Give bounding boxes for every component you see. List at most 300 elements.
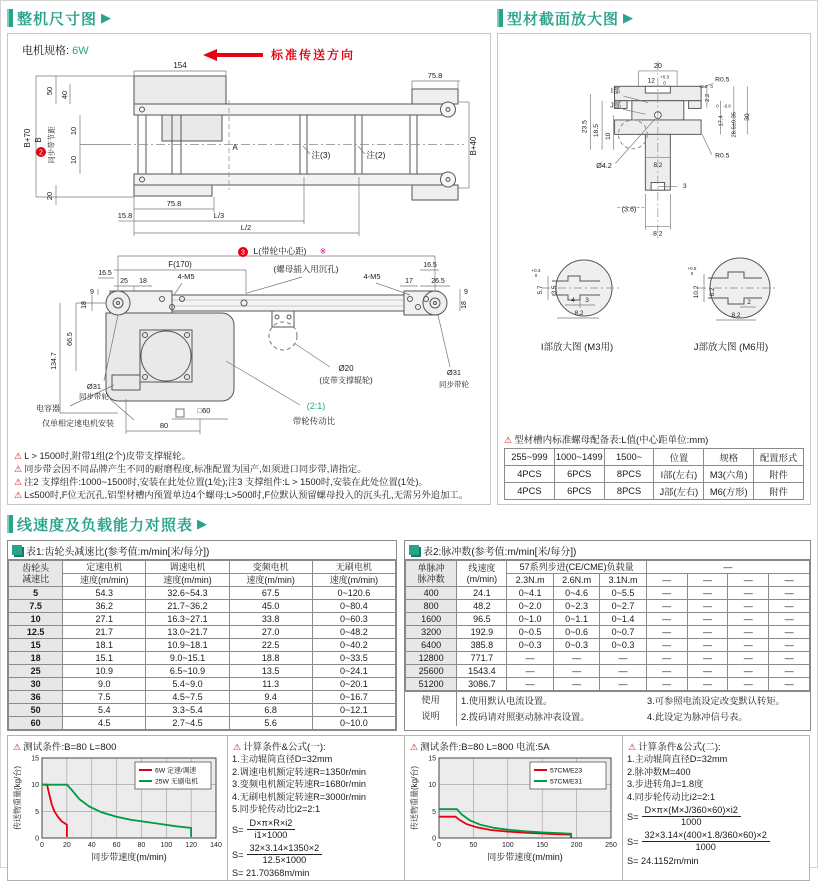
top-view-structure [134, 76, 458, 200]
table-row [406, 678, 810, 691]
col-header: 1500~ [604, 449, 654, 466]
dim-l_label: L(带轮中心距) [253, 246, 307, 256]
dim-d3: 3 [585, 297, 589, 304]
dim-d265: 26.5 [431, 278, 445, 285]
dim-t174b: -0.6 [723, 103, 731, 109]
table-cell: — [769, 587, 810, 600]
usage-label-line2: 说明 [421, 711, 440, 721]
table-cell: — [646, 639, 687, 652]
table-cell: 6400 [406, 639, 457, 652]
table-cell: 0~60.3 [312, 613, 395, 626]
warning-icon: ⚠ [233, 742, 242, 752]
formula2-panel [622, 735, 810, 881]
table-icon [12, 545, 22, 555]
dimension-notes [14, 450, 484, 502]
table-cell: 1543.4 [457, 665, 507, 678]
x-tick-label: 250 [605, 842, 617, 849]
dim-d18l: 18 [81, 301, 88, 309]
dim-A: A [232, 143, 238, 152]
table-row [9, 704, 396, 717]
table-cell: — [600, 652, 646, 665]
table-row [406, 639, 810, 652]
col-header: 255~999 [505, 449, 555, 466]
table-cell: 5.6 [229, 717, 312, 730]
table-cell: 3200 [406, 626, 457, 639]
legend-label: 57CM/E23 [550, 767, 583, 775]
table-cell: — [728, 600, 769, 613]
dim-ratio: (2:1) [306, 401, 326, 411]
table-row [9, 600, 396, 613]
col-header-pulse [406, 561, 457, 587]
table-cell: — [600, 678, 646, 691]
table-cell: 8PCS [604, 466, 654, 483]
header-bar [7, 9, 13, 27]
table-cell: 21.7 [63, 626, 146, 639]
table-cell: 9.0 [63, 678, 146, 691]
side-view-structure [106, 291, 447, 417]
header-bar [497, 9, 503, 27]
dim-d82: 8.2 [574, 310, 584, 317]
warning-icon: ⚠ [14, 464, 23, 474]
table-cell: 54.3 [63, 587, 146, 600]
table1-header-row1 [9, 561, 396, 574]
chart1-title-text: 测试条件:B=80 L=800 [23, 742, 117, 753]
table-cell: — [728, 665, 769, 678]
dim-bB: B [34, 137, 43, 143]
numerator: D×π×R×i2 [247, 818, 296, 830]
top-row [7, 6, 811, 505]
table-cell: — [687, 626, 728, 639]
table-cell: 12.5 [9, 626, 63, 639]
formula2-equation-numeric [627, 830, 805, 853]
left-arrow-icon [203, 49, 217, 61]
dim-d62: 6.2 [709, 287, 716, 297]
table-cell: 12800 [406, 652, 457, 665]
table-row [9, 639, 396, 652]
usage-notes-row [405, 691, 810, 726]
table-cell: — [728, 639, 769, 652]
dim-nut_hole: (螺母插入用沉孔) [273, 264, 339, 274]
table-cell: — [646, 600, 687, 613]
formula1-conditions [232, 753, 400, 816]
col-header: 位置 [654, 449, 704, 466]
col-header: 规格 [704, 449, 754, 466]
chart2-panel [404, 735, 623, 881]
dim-d17: 17 [405, 278, 413, 285]
sub-header: 2.6N.m [553, 574, 599, 587]
table-cell: 96.5 [457, 613, 507, 626]
table-cell: 10 [9, 613, 63, 626]
table-cell: 22.5 [229, 639, 312, 652]
table-cell: 21.7~36.2 [146, 600, 229, 613]
section3-title: 线速度及负载能力对照表 [17, 516, 194, 534]
table-cell: 67.5 [229, 587, 312, 600]
pulse-table [405, 560, 810, 691]
sub-header: 速度(m/min) [229, 574, 312, 587]
dim-d9r: 9 [464, 289, 468, 296]
table1-caption-text: 表1:齿轮头减速比(参考值:m/min[米/每分]) [26, 546, 210, 558]
table-cell: — [600, 665, 646, 678]
table-cell: 6PCS [554, 483, 604, 500]
table-cell: 0~16.7 [312, 691, 395, 704]
denominator: 1000 [680, 817, 702, 828]
dim-L2: L/2 [240, 223, 252, 232]
dim-bp40: B+40 [469, 136, 478, 156]
text-line: 3.可参照电流设定改变默认转矩。 [647, 696, 785, 706]
formula2-title-text: 计算条件&公式(二): [638, 742, 721, 753]
table-cell: 0~1.0 [507, 613, 553, 626]
table-cell: 0~0.7 [600, 626, 646, 639]
text-line: ⚠ 同步带会因不同品牌产生不同的耐磨程度,标准配置为国产,如须进口同步带,请指定。 [14, 464, 367, 474]
dim-F: F(170) [168, 260, 192, 269]
dim-r05t: R0.5 [715, 76, 730, 84]
eq-lhs: S= [627, 811, 639, 822]
table-row [406, 626, 810, 639]
x-tick-label: 100 [501, 842, 514, 849]
y-tick-label: 5 [35, 808, 39, 816]
dim-cap: 电容器 [36, 404, 60, 413]
formula2-result: S= 24.1152m/min [627, 855, 699, 866]
table-cell: 0~0.3 [507, 639, 553, 652]
table-cell: J部(左右) [654, 483, 704, 500]
table-row [9, 652, 396, 665]
table2-caption-text: 表2:脉冲数(参考值:m/min[米/每分]) [423, 546, 577, 558]
detail-j [656, 250, 806, 353]
warning-icon: ⚠ [410, 742, 419, 752]
table-cell: 3086.7 [457, 678, 507, 691]
table-cell: — [769, 600, 810, 613]
table-cell: 0~2.0 [507, 600, 553, 613]
warning-icon: ⚠ [14, 490, 23, 500]
x-axis-label: 同步带速度(m/min) [487, 852, 563, 862]
col-header: 1000~1499 [554, 449, 604, 466]
dim-d3: 3 [682, 183, 687, 191]
table-cell: — [553, 678, 599, 691]
table-cell: 6.5~10.9 [146, 665, 229, 678]
dim-sq60: □60 [197, 406, 211, 415]
col-header-speed [457, 561, 507, 587]
table-cell: M3(六角) [704, 466, 754, 483]
table-cell: — [728, 652, 769, 665]
y-tick-label: 10 [31, 782, 39, 790]
dim-t174a: 0 [716, 103, 719, 109]
table-cell: 5.4 [63, 704, 146, 717]
profile-cross-section-drawing [504, 38, 804, 250]
pulse-header-line1: 单脉冲 [417, 562, 445, 573]
table-cell: 3.3~5.4 [146, 704, 229, 717]
x-tick-label: 0 [40, 842, 44, 849]
dim-d165l: 16.5 [98, 270, 112, 277]
table-cell: 45.0 [229, 600, 312, 613]
table-cell: I部(左右) [654, 466, 704, 483]
fraction [247, 818, 296, 841]
dim-d4: 4 [571, 297, 575, 304]
dim-t57b: 0 [534, 273, 538, 278]
col-header: 调速电机 [146, 561, 229, 574]
dim-d80: 80 [159, 421, 169, 430]
numerator: D×π×(M×J/360×60)×i2 [642, 805, 741, 817]
table-cell: 0~1.4 [600, 613, 646, 626]
table-row [9, 678, 396, 691]
x-tick-label: 100 [160, 842, 173, 849]
table-cell: — [769, 678, 810, 691]
table-cell: 0~5.5 [600, 587, 646, 600]
numerator: 32×3.14×(400×1.8/360×60)×2 [642, 830, 770, 842]
dim-m5l: 4-M5 [177, 272, 195, 281]
dim-d40: 40 [60, 90, 69, 100]
formula1-result: S= 21.70368m/min [232, 868, 310, 879]
table-cell: 18 [9, 652, 63, 665]
table-cell: — [646, 613, 687, 626]
y-axis-label: 传送物重量(kg/台) [410, 766, 419, 830]
eq-lhs: S= [627, 836, 639, 847]
table-cell: — [728, 626, 769, 639]
table-row [406, 665, 810, 678]
formula2-title [628, 739, 805, 753]
text-line: ⚠ L≤500时,F位无沉孔,铝型材槽内预置单边4个螺母;L>500时,F位默认预留螺母投入的沉头孔,无需另外追加工。 [14, 490, 468, 500]
table-cell: 0~120.6 [312, 587, 395, 600]
text-line: 4.此设定为脉冲信号表。 [647, 712, 748, 722]
formula1-panel [227, 735, 405, 881]
arrow-right-icon: ▶ [197, 516, 208, 531]
table-icon [409, 545, 419, 555]
x-tick-label: 200 [570, 842, 583, 849]
l-badge [238, 247, 248, 257]
dim-d10a: 10 [69, 126, 78, 136]
table-cell: 5.4~9.0 [146, 678, 229, 691]
table-cell: — [646, 665, 687, 678]
table-cell: 27.1 [63, 613, 146, 626]
table-cell: 0~0.6 [553, 626, 599, 639]
table-cell: 0~4.1 [507, 587, 553, 600]
text-line: 4.同步轮传动比i2=2:1 [627, 791, 716, 802]
formula1-title-text: 计算条件&公式(一): [243, 742, 326, 753]
table-row [9, 691, 396, 704]
section-profile-cross-section [497, 6, 811, 505]
table-cell: 0~40.2 [312, 639, 395, 652]
table-cell: — [553, 652, 599, 665]
dim-d10: 10 [604, 132, 612, 141]
sub-header: — [769, 574, 810, 587]
table1-box [7, 540, 397, 731]
table-cell: 附件 [754, 466, 804, 483]
conveyor-top-view-drawing [14, 58, 484, 238]
detail-j-drawing [656, 250, 806, 336]
table-cell: 0~24.1 [312, 665, 395, 678]
text-line: 3.步进转角J=1.8度 [627, 779, 704, 790]
table-cell: M6(方形) [704, 483, 754, 500]
table-cell: — [687, 639, 728, 652]
speed-header-line1: 线速度 [468, 562, 496, 573]
col-header: 配置形式 [754, 449, 804, 466]
table-cell: — [507, 665, 553, 678]
table-cell: 27.0 [229, 626, 312, 639]
table-cell: 771.7 [457, 652, 507, 665]
dim-d30: 30 [744, 113, 752, 121]
x-tick-label: 0 [437, 842, 441, 849]
left-arrow-line [217, 53, 263, 57]
sub-header: — [646, 574, 687, 587]
table-cell: 32.6~54.3 [146, 587, 229, 600]
chart2-title [410, 739, 618, 753]
arrow-right-icon: ▶ [101, 10, 112, 25]
table-cell: 48.2 [457, 600, 507, 613]
dim-ratio_label: 带轮传动比 [292, 416, 336, 426]
top-view-dimension-lines [36, 71, 469, 236]
dim-d758_tr: 75.8 [427, 71, 443, 80]
table-row [9, 665, 396, 678]
detail-i-caption: I部放大图 (M3用) [540, 342, 614, 353]
text-line: 1.使用默认电流设置。 [461, 696, 553, 706]
col-header: 定速电机 [63, 561, 146, 574]
table-cell: 9.4 [229, 691, 312, 704]
dim-d158: 15.8 [117, 211, 133, 220]
table-cell: — [728, 587, 769, 600]
warning-icon: ⚠ [14, 477, 23, 487]
dim-d185: 18.5 [593, 123, 601, 138]
detail-i-drawing [502, 250, 652, 336]
conveyor-side-view-drawing [14, 243, 484, 443]
dim-L3: L/3 [213, 211, 225, 220]
denominator: 1000 [695, 842, 716, 853]
detail-j-caption: J部放大图 (M6用) [693, 342, 769, 353]
dim-d285: 28.5±0.35 [731, 111, 738, 138]
text-line: 1.主动辊筒直径D=32mm [232, 754, 333, 764]
table-cell: 18.1 [63, 639, 146, 652]
table-cell: — [769, 639, 810, 652]
y-axis-label: 传送物重量(kg/台) [13, 766, 22, 830]
dim-t102b: 0 [690, 271, 694, 276]
dim-t12b: 0 [663, 80, 666, 86]
x-tick-label: 50 [469, 842, 478, 849]
x-tick-label: 150 [536, 842, 549, 849]
dim-d10b: 10 [69, 155, 78, 165]
dim-pitch: 同步带节距 [47, 126, 56, 164]
dim-note3: 注(3) [311, 150, 331, 160]
dim-d35: 3.5 [551, 285, 558, 295]
table-row [406, 600, 810, 613]
dim-jbu: J部 [610, 100, 621, 110]
dim-m5r: 4-M5 [363, 272, 381, 281]
table-cell: 6.8 [229, 704, 312, 717]
table-cell: — [687, 678, 728, 691]
dim-d36: (3.6) [621, 204, 637, 214]
table1-caption [8, 541, 396, 560]
dim-d235: 23.5 [581, 120, 589, 134]
section2-header [497, 6, 811, 30]
text-line: ⚠ 注2 支撑组件:1000~1500时,安装在此处位置(1处);注3 支撑组件:L > 1500时,安装在此处位置(1处)。 [14, 477, 428, 487]
speed-load-tables [7, 540, 811, 731]
table-cell: 5 [9, 587, 63, 600]
table-cell: — [646, 587, 687, 600]
x-tick-label: 80 [137, 842, 146, 849]
dim-t22b: 0 [710, 84, 713, 90]
table-cell: 10.9~18.1 [146, 639, 229, 652]
table1-header-row2 [9, 574, 396, 587]
sub-header: — [687, 574, 728, 587]
table-cell: — [687, 613, 728, 626]
dim-d18r: 18 [461, 301, 468, 309]
l-badge-number: 3 [241, 249, 245, 257]
sub-header: 速度(m/min) [63, 574, 146, 587]
table-cell: 4.5~7.5 [146, 691, 229, 704]
col-group-stepper: 57系列步进(CE/CME)负载量 [507, 561, 646, 574]
dim-d25: 25 [120, 278, 128, 285]
table-cell: — [687, 600, 728, 613]
dim-o42: Ø4.2 [596, 161, 612, 171]
y-tick-label: 5 [432, 808, 436, 816]
table-cell: — [646, 678, 687, 691]
dim-support: (皮带支撑辊轮) [319, 376, 373, 385]
usage-notes-right [643, 692, 789, 726]
dim-d57: 5.7 [537, 285, 544, 295]
table-cell: — [769, 613, 810, 626]
sub-header: 速度(m/min) [146, 574, 229, 587]
y-tick-label: 15 [428, 755, 436, 763]
usage-label [405, 692, 457, 726]
fraction [642, 805, 741, 828]
col-header-ratio [9, 561, 63, 587]
table-cell: 0~48.2 [312, 626, 395, 639]
table-row [9, 626, 396, 639]
table-cell: — [687, 587, 728, 600]
table-cell: — [769, 626, 810, 639]
text-line: 2.拨码请对照驱动脉冲表设置。 [461, 712, 590, 722]
dim-note2: 注(2) [366, 150, 386, 160]
table-cell: 0~20.1 [312, 678, 395, 691]
overall-dimension-panel [7, 33, 491, 505]
text-line: 2.调速电机额定转速R=1350r/min [232, 766, 367, 777]
dim-t57a: +0.3 [531, 268, 541, 273]
text-line: 2.脉冲数M=400 [627, 766, 691, 777]
formula2-equation-symbolic [627, 805, 805, 828]
table-cell: — [507, 678, 553, 691]
table-cell: 50 [9, 704, 63, 717]
formula1-equation-numeric [232, 843, 400, 866]
ratio-header-line2: 减速比 [22, 573, 50, 584]
speed-header-line2: (m/min) [466, 573, 498, 584]
y-tick-label: 15 [31, 755, 39, 763]
chart1-title [13, 739, 223, 753]
table-cell: — [769, 665, 810, 678]
detail-i [502, 250, 652, 353]
col-header: 变频电机 [229, 561, 312, 574]
table-cell: 0~80.4 [312, 600, 395, 613]
text-line: 5.同步轮传动比i2=2:1 [232, 804, 321, 815]
y-tick-label: 0 [35, 835, 39, 843]
table-cell: 0~12.1 [312, 704, 395, 717]
table-cell: 13.0~21.7 [146, 626, 229, 639]
table-cell: 0~2.7 [600, 600, 646, 613]
dim-star: ※ [319, 247, 327, 256]
section1-title: 整机尺寸图 [17, 10, 98, 28]
table-cell: — [646, 652, 687, 665]
table-cell: 9.0~15.1 [146, 652, 229, 665]
dim-d665: 66.5 [67, 332, 74, 346]
sub-header: 3.1N.m [600, 574, 646, 587]
y-tick-label: 0 [432, 835, 436, 843]
table-cell: 30 [9, 678, 63, 691]
table-cell: 385.8 [457, 639, 507, 652]
table-cell: 1600 [406, 613, 457, 626]
table-cell: — [728, 613, 769, 626]
table2-caption [405, 541, 810, 560]
warning-icon: ⚠ [14, 451, 23, 461]
table-cell: 0~33.5 [312, 652, 395, 665]
legend-label: 25W 无刷电机 [155, 778, 199, 786]
table-cell: 51200 [406, 678, 457, 691]
nut-table-note [504, 432, 804, 446]
